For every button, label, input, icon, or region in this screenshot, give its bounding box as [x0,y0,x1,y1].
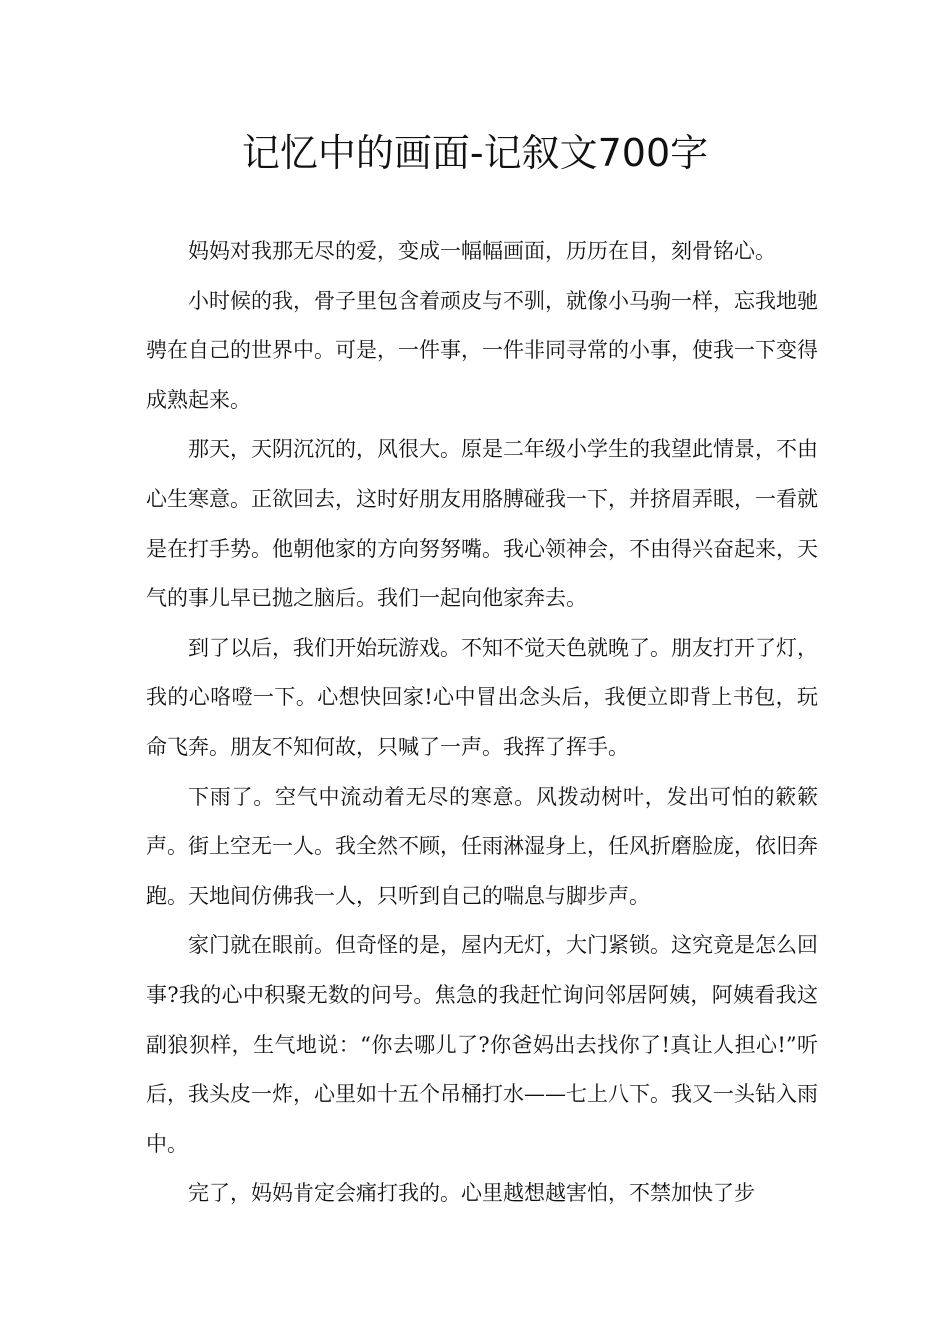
paragraph: 下雨了。空气中流动着无尽的寒意。风拨动树叶，发出可怕的簌簌声。街上空无一人。我全然不顾，任雨淋湿身上，任风折磨脸庞，依旧奔跑。天地间仿佛我一人，只听到自己的喘息与脚步声。 [146,784,818,908]
document-title: 记忆中的画面-记叙文700字 [241,131,709,175]
paragraph: 小时候的我，骨子里包含着顽皮与不驯，就像小马驹一样，忘我地驰骋在自己的世界中。可是，一件事，一件非同寻常的小事，使我一下变得成熟起来。 [146,288,818,412]
paragraph: 完了，妈妈肯定会痛打我的。心里越想越害怕，不禁加快了步 [188,1181,755,1206]
paragraph: 家门就在眼前。但奇怪的是，屋内无灯，大门紧锁。这究竟是怎么回事?我的心中积聚无数的问号。焦急的我赶忙询问邻居阿姨，阿姨看我这副狼狈样，生气地说：“你去哪儿了?你爸妈出去找你了!真让人担心!”听后，我头皮一炸，心里如十五个吊桶打水——七上八下。我又一头钻入雨中。 [146,933,818,1156]
paragraph: 到了以后，我们开始玩游戏。不知不觉天色就晚了。朋友打开了灯，我的心咯噔一下。心想快回家!心中冒出念头后，我便立即背上书包，玩命飞奔。朋友不知何故，只喊了一声。我挥了挥手。 [146,635,818,759]
paragraph: 那天，天阴沉沉的，风很大。原是二年级小学生的我望此情景，不由心生寒意。正欲回去，这时好朋友用胳膊碰我一下，并挤眉弄眼，一看就是在打手势。他朝他家的方向努努嘴。我心领神会，不由得兴奋起来，天气的事儿早已抛之脑后。我们一起向他家奔去。 [146,437,818,611]
paragraph: 妈妈对我那无尽的爱，变成一幅幅画面，历历在目，刻骨铭心。 [188,239,776,263]
document-body [146,227,818,1219]
